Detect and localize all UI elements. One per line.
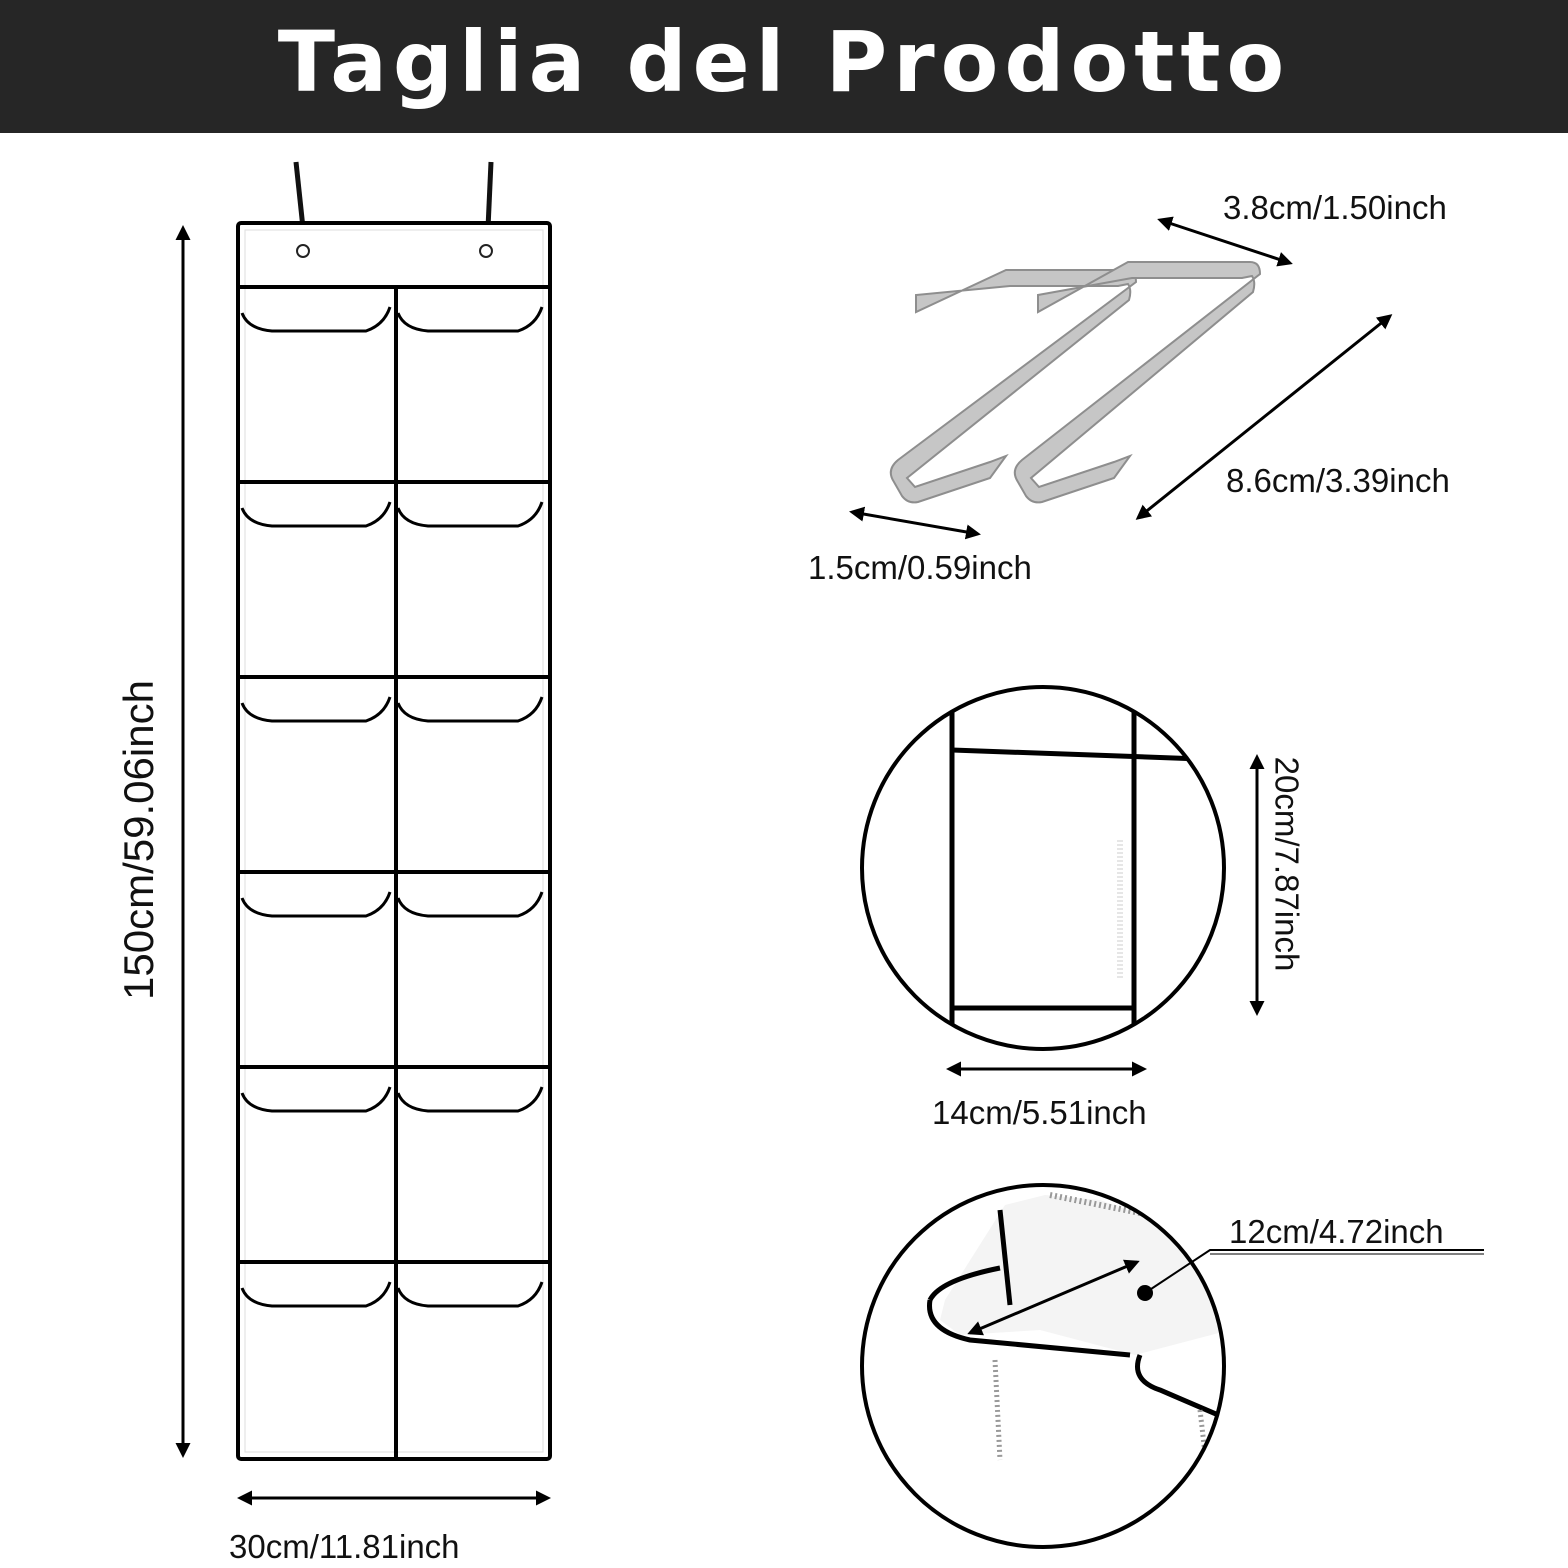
hanging-strap-right	[488, 162, 491, 228]
depth-detail-circle	[862, 1185, 1230, 1547]
organizer-illustration	[238, 162, 550, 1459]
hook-back	[1015, 262, 1260, 502]
pocket-width-label: 14cm/5.51inch	[932, 1094, 1147, 1131]
hook-width-label: 3.8cm/1.50inch	[1223, 189, 1447, 226]
page-title: Taglia del Prodotto	[277, 13, 1291, 111]
hook-tip-label: 1.5cm/0.59inch	[808, 549, 1032, 586]
pocket-height-label: 20cm/7.87inch	[1268, 756, 1306, 972]
hook-width-arrow	[1160, 220, 1290, 263]
hook-length-label: 8.6cm/3.39inch	[1226, 462, 1450, 499]
organizer-height-label: 150cm/59.06inch	[115, 680, 162, 1000]
pocket-detail-circle	[862, 680, 1230, 1060]
hanging-strap-left	[296, 162, 303, 228]
organizer-width-label: 30cm/11.81inch	[229, 1528, 460, 1565]
depth-label: 12cm/4.72inch	[1229, 1213, 1444, 1250]
hook-tip-arrow	[852, 512, 978, 534]
